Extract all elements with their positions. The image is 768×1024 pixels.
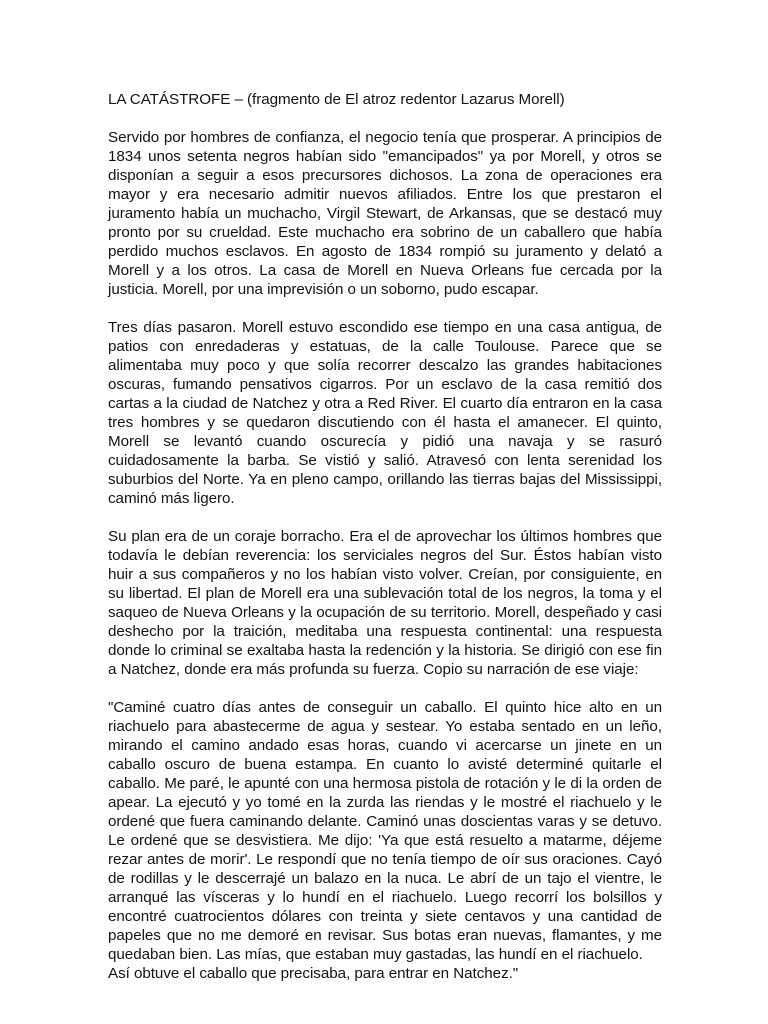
document-page [108,90,662,983]
paragraph-3: Su plan era de un coraje borracho. Era el de aprovechar los últimos hombres que todavía le debían reverencia: los serviciales negros del Sur. Éstos habían visto huir a sus compañeros y no los habían visto volver. Creían, por consiguiente, en su libertad. El plan de Morell era una sublevación total de los negros, la toma y el saqueo de Nueva Orleans y la ocupación de su territorio. Morell, despeñado y casi deshecho por la traición, meditaba una respuesta continental: una respuesta donde lo criminal se exaltaba hasta la redención y la historia. Se dirigió con ese fin a Natchez, donde era más profunda su fuerza. Copio su narración de ese viaje: [108,528,662,678]
paragraph-5-quote-end: Así obtuve el caballo que precisaba, para entrar en Natchez." [108,965,519,982]
paragraph-2: Tres días pasaron. Morell estuvo escondido ese tiempo en una casa antigua, de patios con enredaderas y estatuas, de la calle Toulouse. Parece que se alimentaba muy poco y que solía recorrer descalzo las grandes habitaciones oscuras, fumando pensativos cigarros. Por un esclavo de la casa remitió dos cartas a la ciudad de Natchez y otra a Red River. El cuarto día entraron en la casa tres hombres y se quedaron discutiendo con él hasta el amanecer. El quinto, Morell se levantó cuando oscurecía y pidió una navaja y se rasuró cuidadosamente la barba. Se vistió y salió. Atravesó con lenta serenidad los suburbios del Norte. Ya en pleno campo, orillando las tierras bajas del Mississippi, caminó más ligero. [108,319,662,507]
paragraph-1: Servido por hombres de confianza, el negocio tenía que prosperar. A principios de 1834 unos setenta negros habían sido "emancipados" ya por Morell, y otros se disponían a seguir a esos precursores dichosos. La zona de operaciones era mayor y era necesario admitir nuevos afiliados. Entre los que prestaron el juramento había un muchacho, Virgil Stewart, de Arkansas, que se destacó muy pronto por su crueldad. Este muchacho era sobrino de un caballero que había perdido muchos esclavos. En agosto de 1834 rompió su juramento y delató a Morell y a los otros. La casa de Morell en Nueva Orleans fue cercada por la justicia. Morell, por una imprevisión o un soborno, pudo escapar. [108,129,662,298]
document-title: LA CATÁSTROFE – (fragmento de El atroz redentor Lazarus Morell) [108,91,565,108]
paragraph-4-quote: "Caminé cuatro días antes de conseguir un caballo. El quinto hice alto en un riachuelo para abastecerme de agua y sestear. Yo estaba sentado en un leño, mirando el camino andado esas horas, cuando vi acercarse un jinete en un caballo oscuro de buena estampa. En cuanto lo avisté determiné quitarle el caballo. Me paré, le apunté con una hermosa pistola de rotación y le di la orden de apear. La ejecutó y yo tomé en la zurda las riendas y le mostré el riachuelo y le ordené que fuera caminando delante. Caminó unas doscientas varas y se detuvo. Le ordené que se desvistiera. Me dijo: 'Ya que está resuelto a matarme, déjeme rezar antes de morir'. Le respondí que no tenía tiempo de oír sus oraciones. Cayó de rodillas y le descerrajé un balazo en la nuca. Le abrí de un tajo el vientre, le arranqué las vísceras y lo hundí en el riachuelo. Luego recorrí los bolsillos y encontré cuatrocientos dólares con treinta y siete centavos y una cantidad de papeles que no me demoré en revisar. Sus botas eran nuevas, flamantes, y me quedaban bien. Las mías, que estaban muy gastadas, las hundí en el riachuelo. [108,699,662,963]
